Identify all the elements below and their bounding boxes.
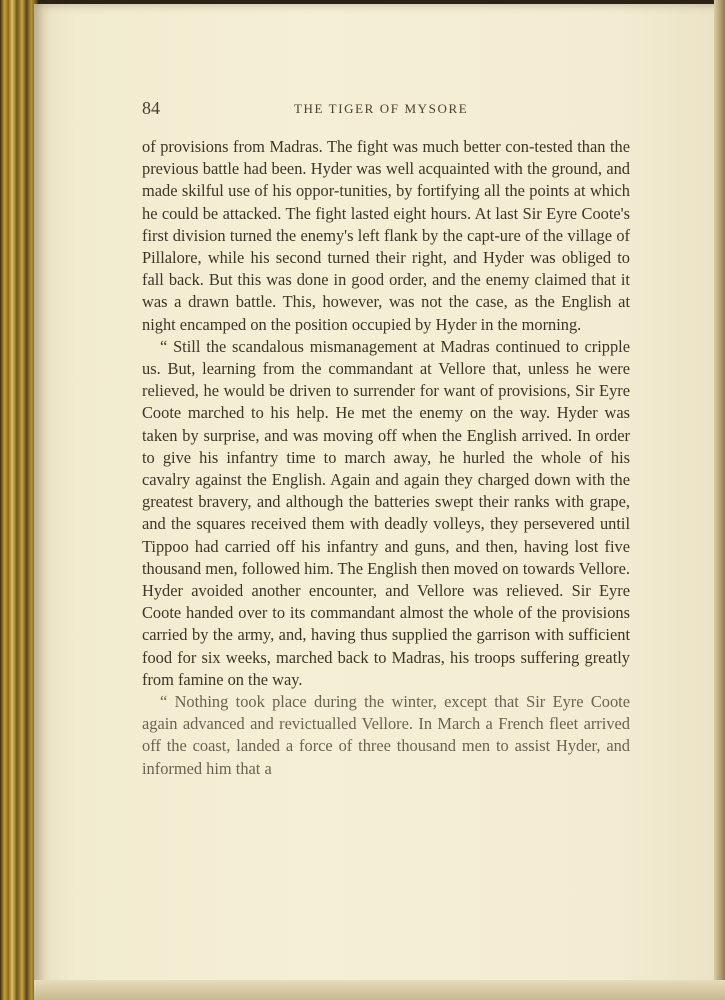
page-right-edge [714,0,725,1000]
body-text [142,136,630,780]
page-header [142,98,630,124]
running-title: THE TIGER OF MYSORE [294,101,469,116]
paragraph-3: “ Nothing took place during the winter, except that Sir Eyre Coote again advanced and revictualled Vellore. In March a French fleet arrived off the coast, landed a force of three thousand men to assist Hyder, and informed him that a [142,692,630,778]
page-number: 84 [142,98,160,118]
page-bottom-edge [34,980,725,1000]
book-spine-edge [0,0,38,1000]
paragraph-2: “ Still the scandalous mismanagement at Madras continued to cripple us. But, learning from the commandant at Vellore that, unless he were relieved, he would be driven to surrender for want of provisions, Sir Eyre Coote marched to his help. He met the enemy on the way. Hyder was taken by surprise, and was moving off when the English arrived. In order to give his infantry time to march away, he hurled the whole of his cavalry against the English. Again and again they charged down with the greatest bravery, and although the batteries swept their ranks with grape, and the squares received them with deadly volleys, they persevered until Tippoo had carried off his infantry and guns, and then, having lost five thousand men, followed him. The English then moved on towards Vellore. Hyder avoided another encounter, and Vellore was relieved. Sir Eyre Coote handed over to its commandant almost the whole of the provisions carried by the army, and, having thus supplied the garrison with sufficient food for six weeks, marched back to Madras, his troops suffering greatly from famine on the way. [142,336,630,689]
paragraph-1: of provisions from Madras. The fight was much better con-tested than the previous battle had been. Hyder was well acquainted with the ground, and made skilful use of his oppor-tunities, by fortifying all the points at which he could be attacked. The fight lasted eight hours. At last Sir Eyre Coote's first division turned the enemy's left flank by the capt-ure of the village of Pillalore, while his second turned their right, and Hyder was obliged to fall back. But this was done in good order, and the enemy claimed that it was a drawn battle. This, however, was not the case, as the English at night encamped on the position occupied by Hyder in the morning. [142,137,630,334]
